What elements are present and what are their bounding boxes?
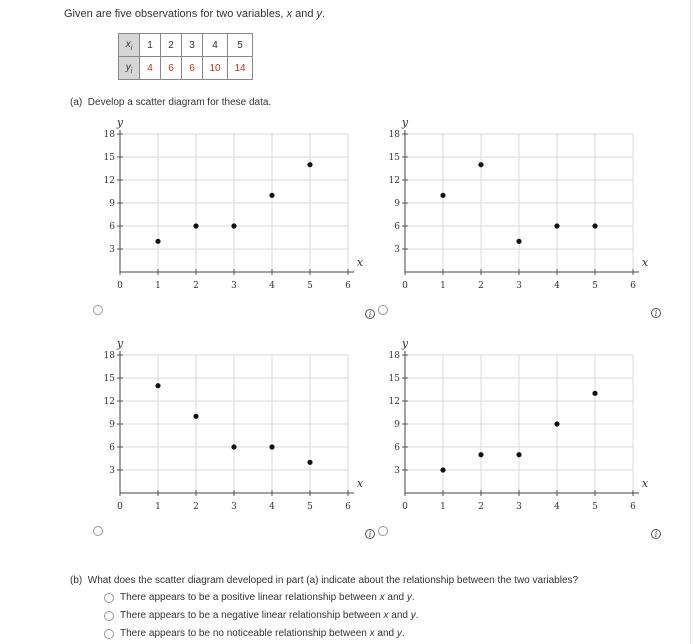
y-tick-label: 3 — [394, 245, 400, 255]
y-value: 6 — [182, 57, 203, 80]
x-axis-label: x — [356, 256, 364, 269]
data-point — [269, 193, 274, 198]
y-axis-label: y — [401, 116, 409, 129]
y-value: 14 — [228, 57, 253, 80]
scatter-chart-bottom-right — [375, 336, 655, 518]
y-axis-label: y — [116, 116, 124, 129]
x-tick-label: 0 — [117, 502, 123, 512]
x-axis-label: x — [641, 256, 649, 269]
data-point — [516, 452, 521, 457]
data-point — [554, 223, 559, 228]
y-tick-label: 3 — [109, 466, 115, 476]
intro-var-y: y — [316, 8, 323, 20]
part-a-text: Develop a scatter diagram for these data. — [87, 97, 272, 108]
x-row — [119, 34, 253, 57]
intro-var-x: x — [286, 8, 293, 20]
choice-radio-top-left[interactable] — [93, 305, 103, 315]
option-text: There appears to be no noticeable relationship between x and y. — [120, 628, 405, 639]
data-point — [193, 223, 198, 228]
x-value: 4 — [203, 34, 228, 57]
data-point — [592, 391, 597, 396]
x-tick-label: 1 — [440, 502, 446, 512]
x-tick-label: 1 — [155, 502, 161, 512]
data-point — [307, 460, 312, 465]
x-value: 1 — [140, 34, 161, 57]
y-tick-label: 15 — [388, 153, 400, 163]
data-point — [478, 162, 483, 167]
y-tick-label: 18 — [388, 130, 400, 140]
x-tick-label: 0 — [402, 502, 408, 512]
x-tick-label: 1 — [155, 281, 161, 291]
y-tick-label: 15 — [388, 374, 400, 384]
y-tick-label: 9 — [394, 420, 400, 430]
option-positive-linear[interactable] — [104, 592, 415, 603]
y-axis-label: y — [116, 337, 124, 350]
observations-table — [118, 33, 253, 80]
x-tick-label: 3 — [516, 502, 522, 512]
x-tick-label: 2 — [193, 502, 199, 512]
y-tick-label: 3 — [109, 245, 115, 255]
y-tick-label: 12 — [103, 397, 115, 407]
option-text: There appears to be a negative linear relationship between x and y. — [120, 610, 419, 621]
x-tick-label: 3 — [516, 281, 522, 291]
y-tick-label: 3 — [394, 466, 400, 476]
y-tick-label: 12 — [388, 397, 400, 407]
info-icon[interactable]: i — [365, 529, 375, 539]
y-tick-label: 12 — [103, 176, 115, 186]
x-tick-label: 4 — [269, 281, 275, 291]
x-tick-label: 3 — [231, 502, 237, 512]
scatter-chart-top-right — [375, 115, 655, 297]
data-point — [307, 162, 312, 167]
y-tick-label: 9 — [109, 199, 115, 209]
info-icon[interactable]: i — [651, 308, 661, 318]
data-point — [155, 239, 160, 244]
y-tick-label: 15 — [103, 374, 115, 384]
data-point — [440, 467, 445, 472]
x-axis-label: x — [356, 477, 364, 490]
choice-radio-top-right[interactable] — [378, 305, 388, 315]
x-tick-label: 0 — [117, 281, 123, 291]
intro-period: . — [322, 8, 326, 20]
option-radio[interactable] — [104, 629, 114, 639]
x-tick-label: 2 — [478, 281, 484, 291]
y-tick-label: 15 — [103, 153, 115, 163]
x-tick-label: 6 — [630, 281, 636, 291]
choice-radio-bottom-right[interactable] — [378, 526, 388, 536]
x-tick-label: 5 — [592, 281, 598, 291]
choice-radio-bottom-left[interactable] — [93, 526, 103, 536]
data-point — [231, 223, 236, 228]
part-b-text: What does the scatter diagram developed in part (a) indicate about the relationship between the two variables? — [87, 575, 579, 586]
data-point — [231, 444, 236, 449]
y-tick-label: 18 — [103, 351, 115, 361]
y-value: 4 — [140, 57, 161, 80]
y-value: 10 — [203, 57, 228, 80]
x-axis-label: x — [641, 477, 649, 490]
y-tick-label: 9 — [109, 420, 115, 430]
scatter-chart-bottom-left — [90, 336, 370, 518]
x-tick-label: 4 — [554, 502, 560, 512]
y-tick-label: 6 — [109, 222, 115, 232]
y-tick-label: 6 — [109, 443, 115, 453]
y-tick-label: 18 — [388, 351, 400, 361]
data-point — [155, 383, 160, 388]
y-tick-label: 6 — [394, 443, 400, 453]
y-tick-label: 12 — [388, 176, 400, 186]
x-tick-label: 5 — [307, 281, 313, 291]
y-axis-label: y — [401, 337, 409, 350]
scatter-chart-top-left — [90, 115, 370, 297]
info-icon[interactable]: i — [651, 529, 661, 539]
data-point — [193, 414, 198, 419]
part-a-prompt — [70, 97, 271, 108]
x-tick-label: 1 — [440, 281, 446, 291]
y-value: 6 — [161, 57, 182, 80]
intro-text-pre: Given are five observations for two variables, — [64, 8, 284, 20]
intro-text — [64, 8, 325, 20]
x-tick-label: 4 — [554, 281, 560, 291]
option-radio[interactable] — [104, 593, 114, 603]
x-tick-label: 6 — [345, 502, 351, 512]
x-tick-label: 2 — [193, 281, 199, 291]
y-tick-label: 9 — [394, 199, 400, 209]
x-tick-label: 5 — [592, 502, 598, 512]
part-b-label: (b) — [70, 575, 83, 586]
x-tick-label: 0 — [402, 281, 408, 291]
option-no-relationship[interactable] — [104, 628, 405, 639]
data-point — [478, 452, 483, 457]
x-value: 2 — [161, 34, 182, 57]
x-tick-label: 6 — [345, 281, 351, 291]
x-tick-label: 3 — [231, 281, 237, 291]
data-point — [516, 239, 521, 244]
part-b-prompt — [70, 575, 578, 586]
x-tick-label: 5 — [307, 502, 313, 512]
x-tick-label: 6 — [630, 502, 636, 512]
data-point — [554, 421, 559, 426]
option-radio[interactable] — [104, 611, 114, 621]
y-header: $y_i$ — [119, 57, 140, 80]
x-header: $x_i$ — [119, 34, 140, 57]
x-value: 5 — [228, 34, 253, 57]
x-value: 3 — [182, 34, 203, 57]
y-row — [119, 57, 253, 80]
option-text: There appears to be a positive linear relationship between x and y. — [120, 592, 415, 603]
data-point — [440, 193, 445, 198]
y-tick-label: 18 — [103, 130, 115, 140]
x-tick-label: 2 — [478, 502, 484, 512]
intro-and: and — [295, 8, 314, 20]
x-tick-label: 4 — [269, 502, 275, 512]
data-point — [269, 444, 274, 449]
data-point — [592, 223, 597, 228]
y-tick-label: 6 — [394, 222, 400, 232]
option-negative-linear[interactable] — [104, 610, 419, 621]
info-icon[interactable]: i — [365, 309, 375, 319]
part-a-label: (a) — [70, 97, 83, 108]
